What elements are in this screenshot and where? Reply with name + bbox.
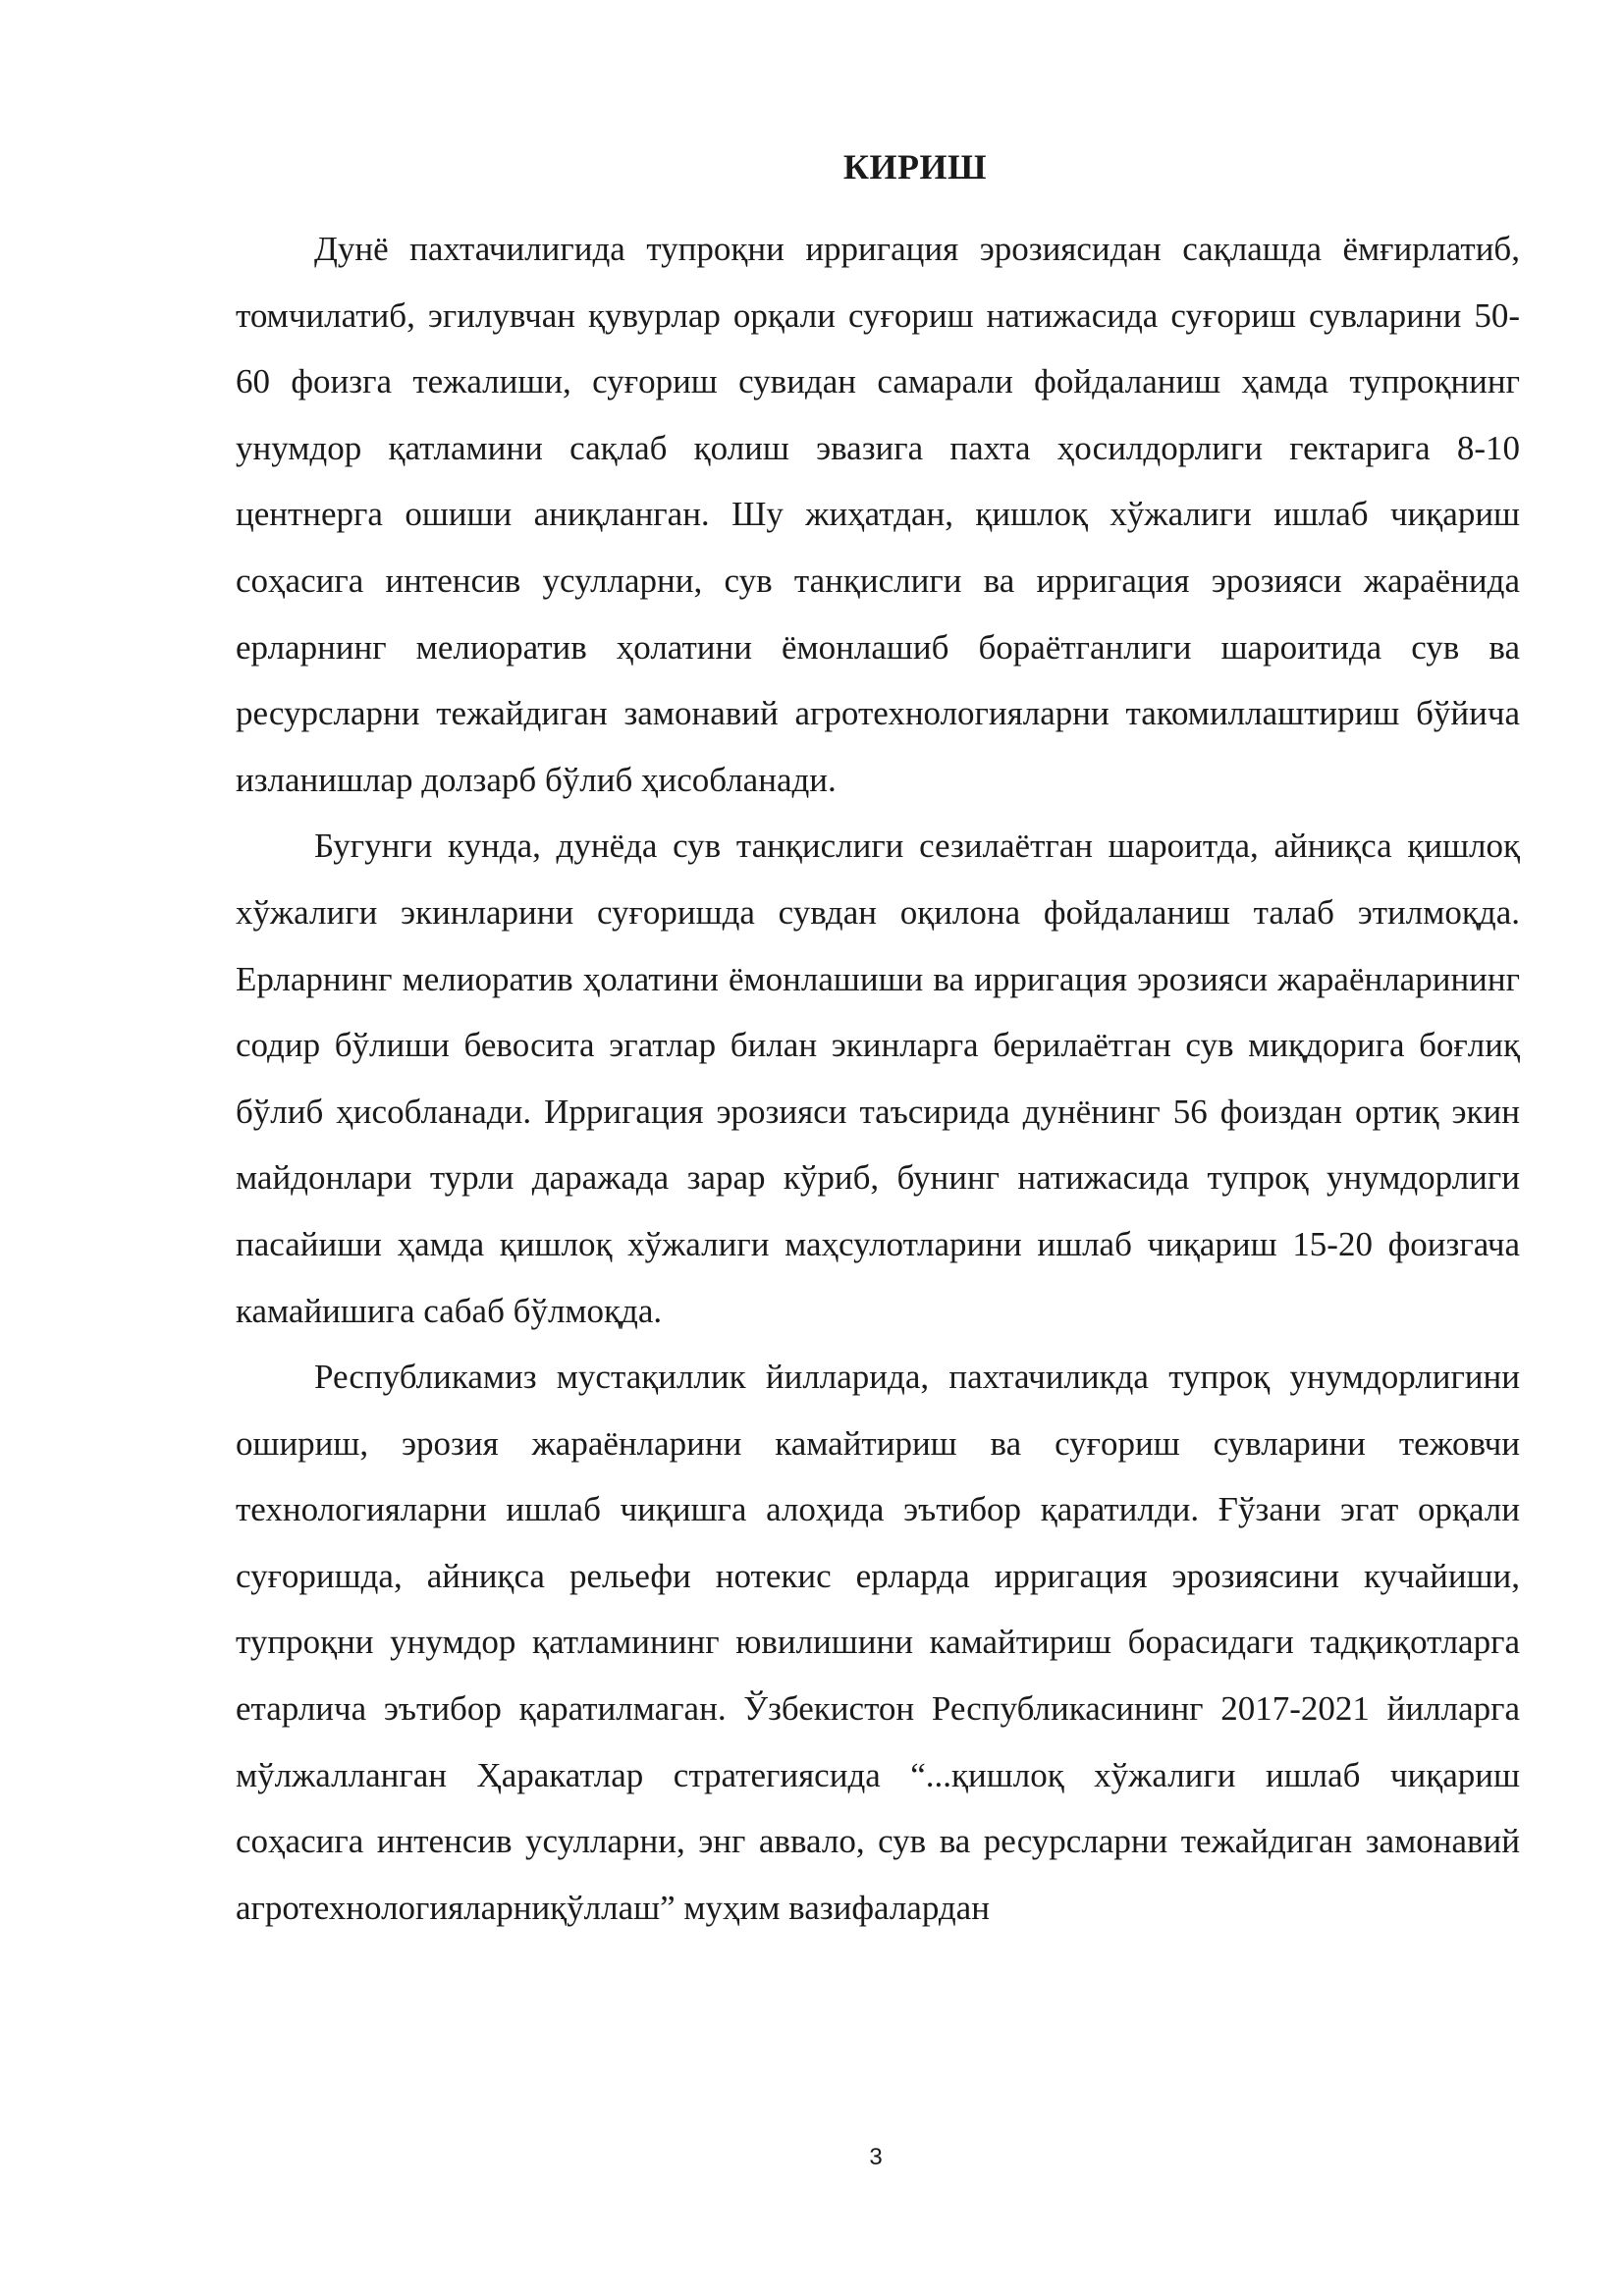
page-number: 3 <box>869 2144 883 2170</box>
paragraph: Бугунги кунда, дунёда сув танқислиги сезилаётган шароитда, айниқса қишлоқ хўжалиги экинларини суғоришда сувдан оқилона фойдаланиш талаб этилмоқда. Ерларнинг мелиоратив ҳолатини ёмонлашиши ва ирригация эрозияси жараёнларининг содир бўлиши бевосита эгатлар билан экинларга берилаётган сув миқдорига боғлиқ бўлиб ҳисобланади. Ирригация эрозияси таъсирида дунёнинг 56 фоиздан ортиқ экин майдонлари турли даражада зарар кўриб, бунинг натижасида тупроқ унумдорлиги пасайиши ҳамда қишлоқ хўжалиги маҳсулотларини ишлаб чиқариш 15-20 фоизгача камайишига сабаб бўлмоқда. <box>236 827 1520 1330</box>
page-heading: КИРИШ <box>842 147 988 187</box>
body-text <box>236 216 1520 1941</box>
paragraph: Республикамиз мустақиллик йилларида, пахтачиликда тупроқ унумдорлигини ошириш, эрозия жараёнларини камайтириш ва суғориш сувларини тежовчи технологияларни ишлаб чиқишга алоҳида эътибор қаратилди. Ғўзани эгат орқали суғоришда, айниқса рельефи нотекис ерларда ирригация эрозиясини кучайиши, тупроқни унумдор қатламининг ювилишини камайтириш борасидаги тадқиқотларга етарлича эътибор қаратилмаган. Ўзбекистон Республикасининг 2017-2021 йилларга мўлжалланган Ҳаракатлар стратегиясида “...қишлоқ хўжалиги ишлаб чиқариш соҳасига интенсив усулларни, энг аввало, сув ва ресурсларни тежайдиган замонавий агротехнологияларниқўллаш” муҳим вазифалардан <box>236 1358 1520 1927</box>
paragraph: Дунё пахтачилигида тупроқни ирригация эрозиясидан сақлашда ёмғирлатиб, томчилатиб, эгилувчан қувурлар орқали суғориш натижасида суғориш сувларини 50-60 фоизга тежалиши, суғориш сувидан самарали фойдаланиш ҳамда тупроқнинг унумдор қатламини сақлаб қолиш эвазига пахта ҳосилдорлиги гектарига 8-10 центнерга ошиши аниқланган. Шу жиҳатдан, қишлоқ хўжалиги ишлаб чиқариш соҳасига интенсив усулларни, сув танқислиги ва ирригация эрозияси жараёнида ерларнинг мелиоратив ҳолатини ёмонлашиб бораётганлиги шароитида сув ва ресурсларни тежайдиган замонавий агротехнологияларни такомиллаштириш бўйича изланишлар долзарб бўлиб ҳисобланади. <box>236 230 1520 799</box>
